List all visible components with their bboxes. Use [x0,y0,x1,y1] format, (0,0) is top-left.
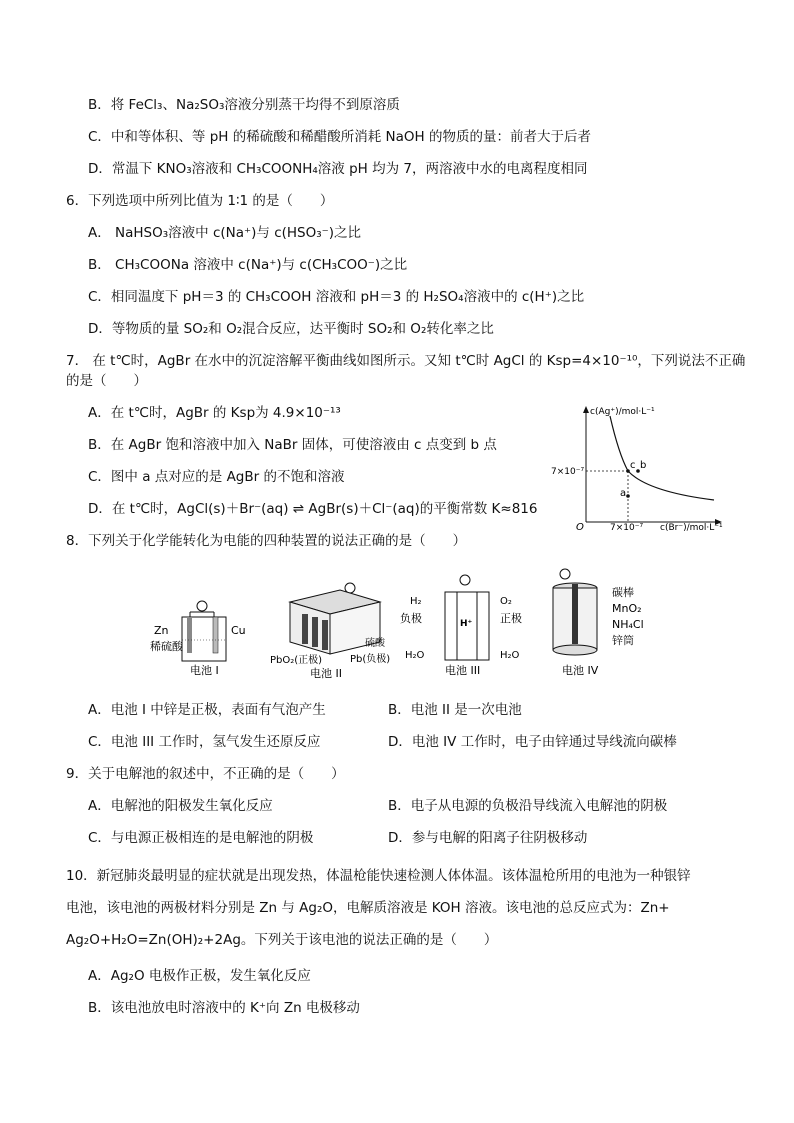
zn-electrode [187,617,192,653]
q5-option-b: B．将 FeCl₃、Na₂SO₃溶液分别蒸干均得不到原溶质 [88,97,400,113]
q5-option-d: D．常温下 KNO₃溶液和 CH₃COONH₄溶液 pH 均为 7，两溶液中水的电离程度相同 [88,161,588,177]
bulb-icon [460,575,470,585]
x-tick-label: 7×10⁻⁷ [610,523,644,533]
q8-option-b: B．电池 II 是一次电池 [388,702,522,718]
battery-devices-figure [150,562,670,684]
q5-option-c: C．中和等体积、等 pH 的稀硫酸和稀醋酸所消耗 NaOH 的物质的量：前者大于后者 [88,129,591,145]
h2o-right-label: H₂O [500,650,520,661]
cell-1-label: 电池 I [190,664,219,677]
point-a [626,494,630,498]
y-axis-arrow [583,406,589,413]
positive-electrode-label: 正极 [500,612,522,625]
q6-option-a: A． NaHSO₃溶液中 c(Na⁺)与 c(HSO₃⁻)之比 [88,225,362,241]
zn-label: Zn [154,624,169,637]
q10-stem-line3: Ag₂O+H₂O=Zn(OH)₂+2Ag。下列关于该电池的说法正确的是（ ） [66,932,498,948]
cell-1-diagram [150,601,246,677]
carbon-rod-label: 碳棒 [612,586,634,599]
y-axis-label: c(Ag⁺)/mol·L⁻¹ [590,407,655,417]
cell-2-diagram [270,583,390,680]
mno2-label: MnO₂ [612,602,642,615]
q7-option-c: C．图中 a 点对应的是 AgBr 的不饱和溶液 [88,469,345,485]
pb-label: Pb(负极) [350,654,391,665]
bulb-icon [560,569,570,579]
q8-stem: 8．下列关于化学能转化为电能的四种装置的说法正确的是（ ） [66,533,467,549]
q8-option-a: A．电池 I 中锌是正极，表面有气泡产生 [88,702,326,718]
q7-stem-line2: 的是（ ） [66,373,147,389]
point-b-label: b [640,460,647,471]
pbo2-label: PbO₂(正极) [270,655,323,666]
cell-2-label: 电池 II [310,667,342,680]
cu-label: Cu [231,624,246,637]
carbon-rod [572,584,578,644]
point-c-label: c [630,460,636,471]
q7-option-d: D．在 t℃时，AgCl(s)＋Br⁻(aq) ⇌ AgBr(s)＋Cl⁻(aq)的平衡常数 K≈816 [88,501,538,517]
y-tick-label: 7×10⁻⁷ [551,467,585,477]
q9-option-a: A．电解池的阳极发生氧化反应 [88,798,273,814]
q6-option-c: C．相同温度下 pH＝3 的 CH₃COOH 溶液和 pH＝3 的 H₂SO₄溶液中的 c(H⁺)之比 [88,289,585,305]
negative-electrode-label: 负极 [400,612,422,625]
cell-4-diagram [553,569,644,677]
q9-option-c: C．与电源正极相连的是电解池的阴极 [88,830,314,846]
q9-stem: 9．关于电解池的叙述中，不正确的是（ ） [66,766,345,782]
h2-label: H₂ [410,596,422,607]
point-a-label: a [620,488,627,499]
q6-option-b: B． CH₃COONa 溶液中 c(Na⁺)与 c(CH₃COO⁻)之比 [88,257,408,273]
cu-electrode [213,617,218,653]
nh4cl-label: NH₄Cl [612,618,644,631]
h-plus-label: H⁺ [460,619,473,629]
cell-3-diagram [400,575,522,677]
q7-option-a: A．在 t℃时，AgBr 的 Ksp为 4.9×10⁻¹³ [88,405,341,421]
solubility-curve-graph [548,402,728,534]
q8-option-c: C．电池 III 工作时，氢气发生还原反应 [88,734,321,750]
o2-label: O₂ [500,596,512,607]
h2o-left-label: H₂O [405,650,425,661]
sulfuric-acid-label: 硫酸 [365,638,385,649]
q7-option-b: B．在 AgBr 饱和溶液中加入 NaBr 固体，可使溶液由 c 点变到 b 点 [88,437,497,453]
q6-option-d: D．等物质的量 SO₂和 O₂混合反应，达平衡时 SO₂和 O₂转化率之比 [88,321,494,337]
q8-option-d: D．电池 IV 工作时，电子由锌通过导线流向碳棒 [388,734,677,750]
x-axis-label: c(Br⁻)/mol·L⁻¹ [660,523,723,533]
q9-option-d: D．参与电解的阳离子往阴极移动 [388,830,588,846]
q10-stem-line1: 10．新冠肺炎最明显的症状就是出现发热，体温枪能快速检测人体体温。该体温枪所用的电池为一种银锌 [66,868,691,884]
q10-stem-line2: 电池，该电池的两极材料分别是 Zn 与 Ag₂O，电解质溶液是 KOH 溶液。该电池的总反应式为：Zn+ [66,900,670,916]
origin-label: O [576,522,584,533]
q10-option-b: B．该电池放电时溶液中的 K⁺向 Zn 电极移动 [88,1000,360,1016]
bulb-icon [197,601,207,611]
cell-4-label: 电池 IV [562,664,599,677]
cell-3-label: 电池 III [445,664,481,677]
dilute-acid-label: 稀硫酸 [150,640,183,653]
q9-option-b: B．电子从电源的负极沿导线流入电解池的阴极 [388,798,668,814]
q6-stem: 6．下列选项中所列比值为 1∶1 的是（ ） [66,193,334,209]
q7-stem-line1: 7． 在 t℃时，AgBr 在水中的沉淀溶解平衡曲线如图所示。又知 t℃时 AgCl 的 Ksp=4×10⁻¹⁰，下列说法不正确 [66,353,746,369]
q10-option-a: A．Ag₂O 电极作正极，发生氧化反应 [88,968,311,984]
zinc-can-label: 锌筒 [612,634,634,647]
